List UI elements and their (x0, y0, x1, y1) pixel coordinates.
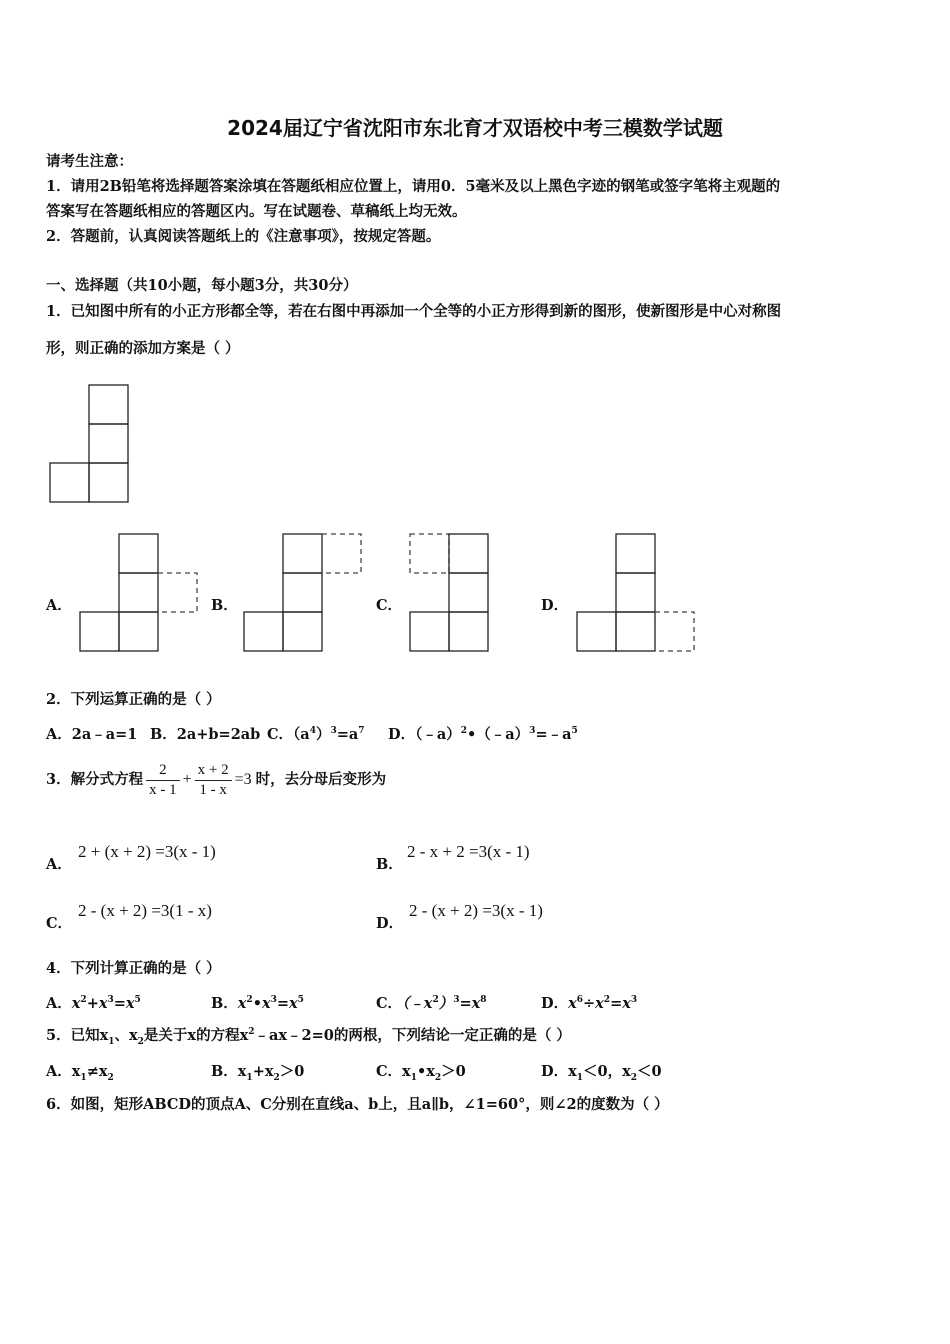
q3-option-d-expr[interactable]: 2 - (x + 2) =3(x - 1) (409, 901, 543, 920)
q2-option-b[interactable]: B．2a+b=2ab (150, 726, 261, 743)
q3-option-c-label[interactable]: C． (46, 915, 73, 932)
q3-option-b-expr[interactable]: 2 - x + 2 =3(x - 1) (407, 842, 530, 861)
q1-option-b-label[interactable]: B． (211, 597, 238, 614)
notice-heading: 请考生注意： (46, 153, 133, 170)
q1-option-d-figure[interactable] (575, 532, 699, 654)
q1-option-a-figure[interactable] (78, 532, 202, 654)
section-heading: 一、选择题（共10小题，每小题3分，共30分） (46, 277, 358, 294)
q3-fraction-2: $\frac{x + 2}{1 - x}$ (195, 761, 232, 800)
q1-stem-line2: 形，则正确的添加方案是（ ） (46, 340, 240, 357)
notice-line-2: 2．答题前，认真阅读答题纸上的《注意事项》，按规定答题。 (46, 228, 441, 245)
q3-option-d-label[interactable]: D． (376, 915, 404, 932)
q1-stem-line1: 1．已知图中所有的小正方形都全等，若在右图中再添加一个全等的小正方形得到新的图形，使新图形是中心对称图 (46, 303, 782, 320)
q4-option-c[interactable]: C．$(﹣x^2)^3=x^8$ (376, 995, 487, 1012)
q4-option-a[interactable]: A．$x^2+x^3=x^5$ (46, 995, 141, 1012)
q3-option-c-expr[interactable]: 2 - (x + 2) =3(1 - x) (78, 901, 212, 920)
q1-option-d-label[interactable]: D． (541, 597, 569, 614)
notice-line-1a: 1．请用2B铅笔将选择题答案涂填在答题纸相应位置上，请用0．5毫米及以上黑色字迹的钢笔或签字笔将主观题的 (46, 178, 781, 195)
q4-stem: 4．下列计算正确的是（ ） (46, 960, 221, 977)
q1-option-c-figure[interactable] (408, 532, 494, 654)
q1-option-b-figure[interactable] (242, 532, 366, 654)
page-title: 2024届辽宁省沈阳市东北育才双语校中考三模数学试题 (227, 116, 723, 140)
q2-option-c[interactable]: C．$(a^4)^3=a^7$ (267, 726, 365, 743)
q3-option-a-label[interactable]: A． (46, 856, 72, 873)
q2-option-a[interactable]: A．2a﹣a=1 (46, 726, 138, 743)
q1-option-a-label[interactable]: A． (46, 597, 72, 614)
q4-option-d[interactable]: D．$x^6\div x^2=x^3$ (541, 995, 638, 1012)
q5-option-c[interactable]: C．$x_1•x_2>0$ (376, 1063, 466, 1083)
q1-original-figure (48, 384, 132, 506)
q5-option-d[interactable]: D．$x_1<0$，$x_2<0$ (541, 1063, 662, 1083)
q2-option-d[interactable]: D．$(﹣a)^2•(﹣a)^3=﹣a^5$ (388, 726, 578, 743)
q1-option-c-label[interactable]: C． (376, 597, 403, 614)
q2-stem: 2．下列运算正确的是（ ） (46, 691, 221, 708)
q5-option-b[interactable]: B．$x_1+x_2>0$ (211, 1063, 305, 1083)
q3-stem: 3．解分式方程 $\frac{2}{x - 1}$ + $\frac{x + 2}{1 - x}$ =3 时，去分母后变形为 (46, 761, 387, 798)
q4-option-b[interactable]: B．$x^2•x^3=x^5$ (211, 995, 304, 1012)
notice-line-1b: 答案写在答题纸相应的答题区内。写在试题卷、草稿纸上均无效。 (46, 203, 467, 220)
q3-fraction-1: $\frac{2}{x - 1}$ (146, 761, 180, 800)
q6-stem: 6．如图，矩形ABCD的顶点A、C分别在直线a、b上，且a∥b，∠1=60°，则∠2的度数为（ ） (46, 1096, 669, 1113)
q5-stem: 5．已知$x_1$、$x_2$是关于x的方程$x^2﹣ax﹣2=0$的两根，下列结论一定正确的是（ ） (46, 1027, 571, 1047)
q5-option-a[interactable]: A．$x_1\ne x_2$ (46, 1063, 114, 1083)
q3-option-a-expr[interactable]: 2 + (x + 2) =3(x - 1) (78, 842, 216, 861)
q3-option-b-label[interactable]: B． (376, 856, 403, 873)
